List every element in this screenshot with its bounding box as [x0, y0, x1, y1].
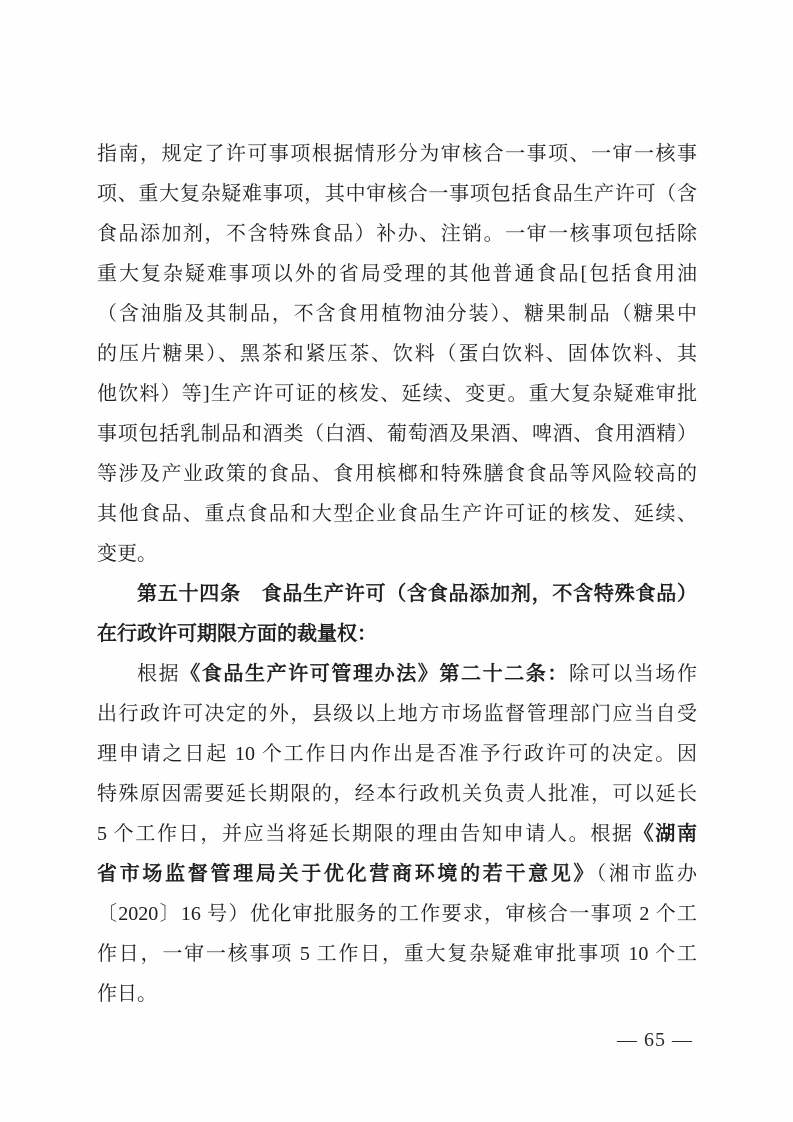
text-segment: 5 个工作日，并应当将延长期限的理由告知申请人。根据 [97, 823, 634, 845]
text-line [97, 454, 697, 494]
page-number: — 65 — [617, 1029, 693, 1051]
text-segment: 作日，一审一核事项 5 工作日，重大复杂疑难审批事项 10 个工 [97, 943, 697, 965]
text-line [97, 534, 697, 574]
text-line [97, 814, 697, 854]
text-segment: 重大复杂疑难事项以外的省局受理的其他普通食品[包括食用油 [97, 263, 697, 285]
text-line [97, 134, 697, 174]
text-line [97, 654, 697, 694]
text-line [97, 294, 697, 334]
text-line [97, 334, 697, 374]
text-segment: 除可以当场作 [569, 663, 698, 685]
text-segment: 〔2020〕16 号）优化审批服务的工作要求，审核合一事项 2 个工 [97, 903, 697, 925]
text-line [97, 494, 697, 534]
text-segment: 事项包括乳制品和酒类（白酒、葡萄酒及果酒、啤酒、食用酒精） [97, 423, 697, 445]
text-segment: 等涉及产业政策的食品、食用槟榔和特殊膳食食品等风险较高的 [97, 463, 697, 485]
text-segment: 理申请之日起 10 个工作日内作出是否准予行政许可的决定。因 [97, 743, 697, 765]
text-segment: 特殊原因需要延长期限的，经本行政机关负责人批准，可以延长 [97, 783, 697, 805]
text-line [97, 614, 697, 654]
text-line [97, 574, 697, 614]
text-segment: 食品添加剂，不含特殊食品）补办、注销。一审一核事项包括除 [97, 223, 697, 245]
text-line [97, 174, 697, 214]
bold-text-segment: 省市场监督管理局关于优化营商环境的若干意见》 [97, 863, 597, 885]
text-segment: 指南，规定了许可事项根据情形分为审核合一事项、一审一核事 [97, 143, 697, 165]
text-line [97, 774, 697, 814]
text-line [97, 974, 697, 1014]
text-line [97, 214, 697, 254]
text-line [97, 734, 697, 774]
bold-text-segment: 《湖南 [633, 823, 698, 845]
text-line [97, 254, 697, 294]
text-line [97, 374, 697, 414]
text-segment: （湘市监办 [596, 863, 698, 885]
text-segment: 项、重大复杂疑难事项，其中审核合一事项包括食品生产许可（含 [97, 183, 697, 205]
bold-text-segment: 在行政许可期限方面的裁量权： [97, 623, 377, 645]
text-segment: 根据 [137, 663, 181, 685]
text-segment: 作日。 [97, 983, 157, 1005]
text-line [97, 894, 697, 934]
text-line [97, 934, 697, 974]
text-segment: 其他食品、重点食品和大型企业食品生产许可证的核发、延续、 [97, 503, 697, 525]
text-segment: 的压片糖果）、黑茶和紧压茶、饮料（蛋白饮料、固体饮料、其 [97, 343, 697, 365]
text-segment: 他饮料）等]生产许可证的核发、延续、变更。重大复杂疑难审批 [97, 383, 697, 405]
bold-text-segment: 《食品生产许可管理办法》第二十二条： [180, 663, 570, 685]
document-body [97, 134, 697, 1014]
text-segment: 出行政许可决定的外，县级以上地方市场监督管理部门应当自受 [97, 703, 697, 725]
text-segment: 变更。 [97, 543, 157, 565]
text-line [97, 694, 697, 734]
text-segment: （含油脂及其制品，不含食用植物油分装）、糖果制品（糖果中 [97, 303, 697, 325]
bold-text-segment: 第五十四条 食品生产许可（含食品添加剂，不含特殊食品） [137, 583, 697, 605]
text-line [97, 854, 697, 894]
text-line [97, 414, 697, 454]
